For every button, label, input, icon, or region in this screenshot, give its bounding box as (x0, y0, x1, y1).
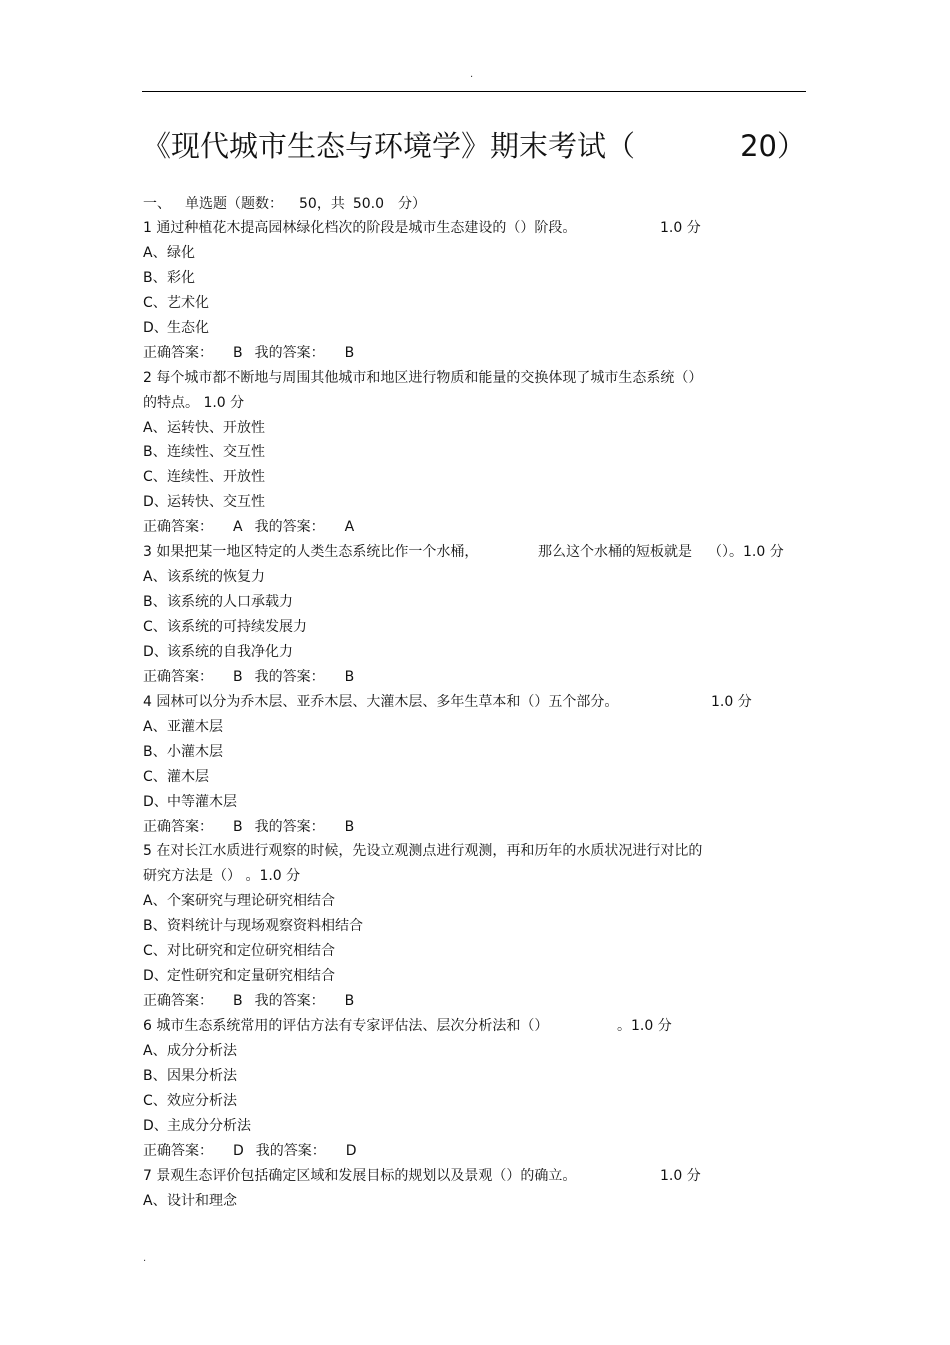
option-letter: C、 (143, 768, 167, 785)
option-a (143, 1189, 813, 1214)
my-answer-label: 我的答案： (254, 519, 325, 536)
option-letter: A、 (143, 569, 167, 586)
answer-line (143, 515, 813, 540)
option-d (143, 316, 813, 341)
section-number: 一、 (143, 196, 171, 212)
option-letter: C、 (143, 294, 167, 311)
option-text: 该系统的自我净化力 (167, 643, 293, 660)
option-letter: A、 (143, 718, 167, 735)
question-stem (143, 690, 813, 715)
option-letter: B、 (143, 743, 167, 760)
correct-answer: B (233, 818, 243, 835)
section-heading (143, 192, 813, 216)
question-text-continued: 那么这个水桶的短板就是 (538, 544, 692, 561)
option-text: 该系统的人口承载力 (167, 594, 293, 611)
option-text: 中等灌木层 (167, 793, 237, 810)
my-answer: B (344, 993, 355, 1010)
option-text: 个案研究与理论研究相结合 (167, 893, 335, 910)
option-text: 连续性、交互性 (167, 444, 265, 461)
question-score: 1.0 分 (711, 693, 752, 710)
option-b (143, 266, 813, 291)
question-text: 的特点。 1.0 分 (143, 394, 245, 411)
option-text: 运转快、开放性 (167, 419, 265, 436)
question-text: 6 城市生态系统常用的评估方法有专家评估法、层次分析法和（） (143, 1018, 549, 1034)
option-text: 因果分析法 (167, 1067, 237, 1084)
option-b (143, 440, 813, 465)
option-a (143, 416, 813, 441)
title-number: 20） (740, 129, 806, 163)
question-stem (143, 366, 813, 391)
option-letter: D、 (143, 1117, 168, 1134)
correct-answer: B (233, 668, 243, 685)
option-letter: D、 (143, 494, 168, 511)
answer-line (143, 341, 813, 366)
option-a (143, 241, 813, 266)
option-d (143, 640, 813, 665)
header-mark: . (470, 69, 474, 80)
option-text: 该系统的可持续发展力 (167, 619, 307, 635)
exam-content (143, 192, 813, 1214)
question-text: 7 景观生态评价包括确定区域和发展目标的规划以及景观（）的确立。 (143, 1167, 577, 1184)
my-answer-label: 我的答案： (254, 344, 325, 361)
question-score: （）。1.0 分 (708, 544, 784, 561)
correct-label: 正确答案： (143, 993, 213, 1010)
option-letter: B、 (143, 269, 167, 286)
option-letter: C、 (143, 943, 167, 960)
option-c (143, 615, 813, 640)
my-answer: A (344, 519, 355, 536)
option-text: 绿化 (167, 244, 195, 261)
my-answer-label: 我的答案： (255, 1142, 326, 1159)
correct-label: 正确答案： (143, 344, 213, 361)
option-a (143, 889, 813, 914)
option-b (143, 740, 813, 765)
option-text: 亚灌木层 (167, 718, 223, 735)
option-c (143, 939, 813, 964)
option-text: 资料统计与现场观察资料相结合 (167, 918, 363, 935)
question-score: 1.0 分 (660, 1167, 701, 1184)
question-text: 1 通过种植花木提高园林绿化档次的阶段是城市生态建设的（）阶段。 (143, 220, 577, 236)
option-letter: C、 (143, 1092, 167, 1109)
correct-label: 正确答案： (143, 668, 213, 685)
option-b (143, 590, 813, 615)
option-letter: D、 (143, 319, 168, 336)
option-letter: A、 (143, 419, 167, 436)
option-letter: A、 (143, 893, 167, 910)
option-text: 彩化 (167, 269, 195, 286)
section-count: 50，共 (299, 196, 345, 212)
answer-line (143, 665, 813, 690)
my-answer: B (344, 344, 355, 361)
question-stem (143, 216, 813, 241)
option-text: 生态化 (167, 319, 209, 336)
question-score: 1.0 分 (660, 220, 701, 236)
correct-answer: D (233, 1142, 244, 1159)
option-a (143, 1039, 813, 1064)
option-letter: B、 (143, 1067, 167, 1084)
answer-line (143, 815, 813, 840)
answer-line (143, 1139, 813, 1164)
correct-label: 正确答案： (143, 1142, 213, 1159)
option-c (143, 765, 813, 790)
option-letter: C、 (143, 619, 167, 635)
correct-label: 正确答案： (143, 818, 213, 835)
header-rule (142, 91, 806, 92)
option-letter: A、 (143, 1042, 167, 1059)
page-title (142, 124, 806, 168)
option-letter: B、 (143, 444, 167, 461)
option-d (143, 1114, 813, 1139)
option-letter: A、 (143, 244, 167, 261)
question-stem (143, 1164, 813, 1189)
my-answer-label: 我的答案： (254, 818, 325, 835)
option-text: 成分分析法 (167, 1042, 237, 1059)
option-letter: B、 (143, 594, 167, 611)
question-text: 4 园林可以分为乔木层、亚乔木层、大灌木层、多年生草本和（）五个部分。 (143, 693, 619, 710)
section-total: 50.0 (352, 196, 384, 212)
option-text: 定性研究和定量研究相结合 (167, 968, 335, 985)
correct-label: 正确答案： (143, 519, 213, 536)
my-answer: B (344, 818, 355, 835)
option-b (143, 1064, 813, 1089)
option-letter: D、 (143, 968, 168, 985)
option-text: 主成分分析法 (167, 1117, 251, 1134)
option-text: 艺术化 (167, 294, 209, 311)
correct-answer: A (233, 519, 243, 536)
option-letter: C、 (143, 469, 167, 486)
correct-answer: B (233, 993, 243, 1010)
option-text: 该系统的恢复力 (167, 569, 265, 586)
answer-line (143, 989, 813, 1014)
question-stem-continued (143, 391, 813, 416)
my-answer: B (344, 668, 355, 685)
section-label: 单选题（题数： (185, 196, 283, 212)
section-unit: 分） (398, 196, 426, 212)
option-c (143, 1089, 813, 1114)
question-stem (143, 540, 813, 565)
option-text: 小灌木层 (167, 743, 223, 760)
option-text: 设计和理念 (167, 1192, 237, 1209)
question-text: 研究方法是（） 。1.0 分 (143, 868, 301, 885)
option-text: 对比研究和定位研究相结合 (167, 943, 335, 960)
my-answer-label: 我的答案： (254, 668, 325, 685)
option-letter: D、 (143, 793, 168, 810)
correct-answer: B (233, 344, 243, 361)
title-main: 《现代城市生态与环境学》期末考试（ (142, 129, 636, 163)
option-text: 运转快、交互性 (167, 494, 265, 511)
question-text: 5 在对长江水质进行观察的时候，先设立观测点进行观测，再和历年的水质状况进行对比的 (143, 843, 703, 860)
question-stem (143, 839, 813, 864)
question-text: 2 每个城市都不断地与周围其他城市和地区进行物质和能量的交换体现了城市生态系统（） (143, 369, 703, 386)
option-a (143, 715, 813, 740)
option-a (143, 565, 813, 590)
option-d (143, 964, 813, 989)
option-text: 效应分析法 (167, 1092, 237, 1109)
my-answer-label: 我的答案： (254, 993, 325, 1010)
option-letter: A、 (143, 1192, 167, 1209)
option-text: 连续性、开放性 (167, 469, 265, 486)
question-text: 3 如果把某一地区特定的人类生态系统比作一个水桶， (143, 544, 479, 561)
option-b (143, 914, 813, 939)
option-text: 灌木层 (167, 768, 209, 785)
footer-mark: . (143, 1253, 147, 1264)
option-d (143, 790, 813, 815)
option-d (143, 490, 813, 515)
question-stem-continued (143, 864, 813, 889)
question-stem (143, 1014, 813, 1039)
option-letter: D、 (143, 643, 168, 660)
option-c (143, 465, 813, 490)
my-answer: D (345, 1142, 357, 1159)
option-c (143, 291, 813, 316)
option-letter: B、 (143, 918, 167, 935)
question-score: 。1.0 分 (617, 1018, 672, 1034)
